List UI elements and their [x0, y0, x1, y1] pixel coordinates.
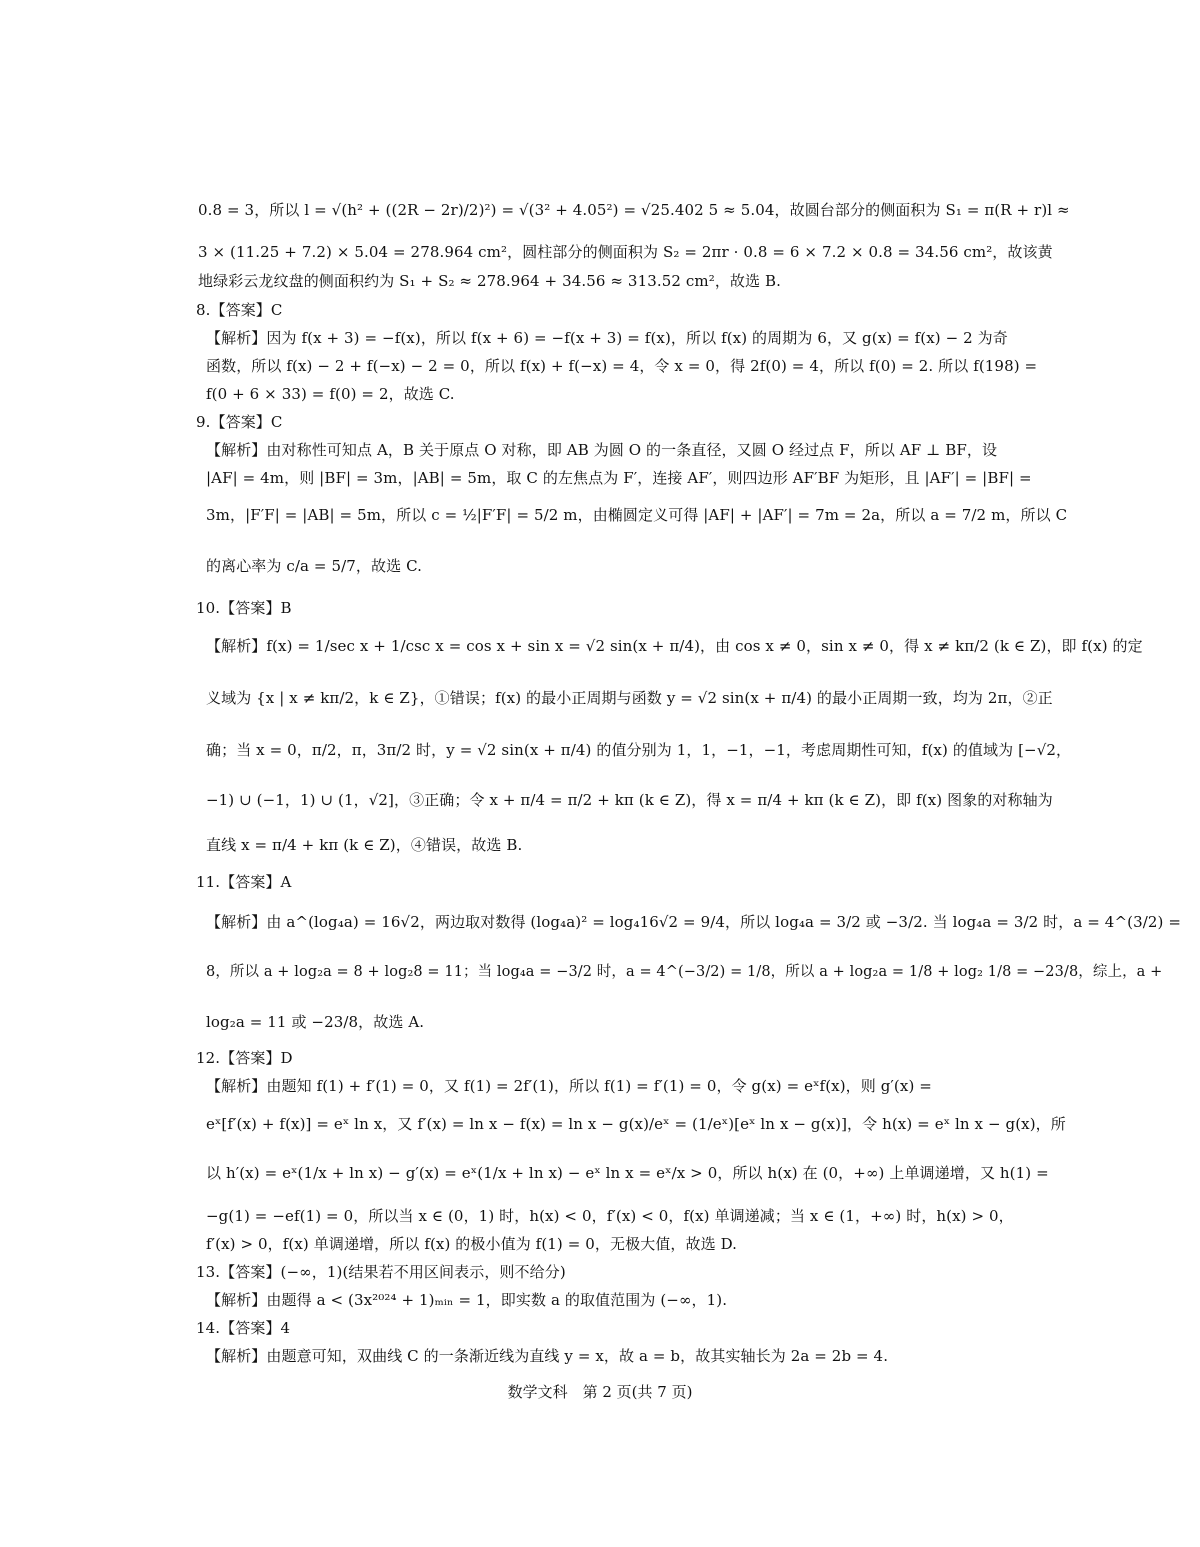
answer-heading: 9.【答案】C	[196, 413, 283, 431]
answer-heading: 13.【答案】(−∞，1)(结果若不用区间表示，则不给分)	[196, 1263, 566, 1281]
text-line: 的离心率为 c/a = 5/7，故选 C.	[206, 557, 422, 575]
text-line: 0.8 = 3，所以 l = √(h² + ((2R − 2r)/2)²) = √(3² + 4.05²) = √25.402 5 ≈ 5.04，故圆台部分的侧面积为 S₁ = π(R + r)l ≈	[198, 201, 1070, 219]
explanation-line: 【解析】由题意可知，双曲线 C 的一条渐近线为直线 y = x，故 a = b，故其实轴长为 2a = 2b = 4.	[206, 1347, 889, 1365]
text-line: 8，所以 a + log₂a = 8 + log₂8 = 11；当 log₄a = −3/2 时，a = 4^(−3/2) = 1/8，所以 a + log₂a = 1/8 + log₂ 1/8 = −23/8，综上，a +	[206, 964, 1163, 980]
text-line: f′(x) > 0，f(x) 单调递增，所以 f(x) 的极小值为 f(1) = 0，无极大值，故选 D.	[206, 1235, 738, 1253]
answer-heading: 10.【答案】B	[196, 599, 292, 617]
text-line: 义域为 {x | x ≠ kπ/2，k ∈ Z}，①错误；f(x) 的最小正周期与函数 y = √2 sin(x + π/4) 的最小正周期一致，均为 2π，②正	[206, 689, 1053, 707]
text-line: −g(1) = −ef(1) = 0，所以当 x ∈ (0，1) 时，h(x) < 0，f′(x) < 0，f(x) 单调递减；当 x ∈ (1，+∞) 时，h(x) > 0，	[206, 1207, 1014, 1225]
explanation-line: 【解析】由 a^(log₄a) = 16√2，两边取对数得 (log₄a)² = log₄16√2 = 9/4，所以 log₄a = 3/2 或 −3/2. 当 log₄a = 3/2 时，a = 4^(3/2) =	[206, 913, 1182, 931]
answer-heading: 11.【答案】A	[196, 873, 292, 891]
explanation-line: 【解析】f(x) = 1/sec x + 1/csc x = cos x + sin x = √2 sin(x + π/4)，由 cos x ≠ 0，sin x ≠ 0，得 x ≠ kπ/2 (k ∈ Z)，即 f(x) 的定	[206, 637, 1143, 655]
explanation-line: 【解析】因为 f(x + 3) = −f(x)，所以 f(x + 6) = −f(x + 3) = f(x)，所以 f(x) 的周期为 6，又 g(x) = f(x) − 2 为奇	[206, 329, 1008, 347]
text-line: 直线 x = π/4 + kπ (k ∈ Z)，④错误，故选 B.	[206, 836, 523, 854]
text-line: 确；当 x = 0，π/2，π，3π/2 时，y = √2 sin(x + π/4) 的值分别为 1，1，−1，−1，考虑周期性可知，f(x) 的值域为 [−√2，	[206, 741, 1072, 759]
text-line: 3m，|F′F| = |AB| = 5m，所以 c = ½|F′F| = 5/2 m，由椭圆定义可得 |AF| + |AF′| = 7m = 2a，所以 a = 7/2 m，所以 C	[206, 506, 1068, 524]
text-line: eˣ[f′(x) + f(x)] = eˣ ln x，又 f′(x) = ln x − f(x) = ln x − g(x)/eˣ = (1/eˣ)[eˣ ln x − g(x)]，令 h(x) = eˣ ln x − g(x)，所	[206, 1115, 1066, 1133]
answer-heading: 12.【答案】D	[196, 1049, 293, 1067]
text-line: 函数，所以 f(x) − 2 + f(−x) − 2 = 0，所以 f(x) + f(−x) = 4，令 x = 0，得 2f(0) = 4，所以 f(0) = 2. 所以 f(198) =	[206, 357, 1038, 375]
explanation-line: 【解析】由题得 a < (3x²⁰²⁴ + 1)ₘᵢₙ = 1，即实数 a 的取值范围为 (−∞，1).	[206, 1291, 728, 1309]
answer-heading: 14.【答案】4	[196, 1319, 291, 1337]
text-line: −1) ∪ (−1，1) ∪ (1，√2]，③正确；令 x + π/4 = π/2 + kπ (k ∈ Z)，得 x = π/4 + kπ (k ∈ Z)，即 f(x) 图象的对称轴为	[206, 791, 1053, 809]
text-line: log₂a = 11 或 −23/8，故选 A.	[206, 1013, 425, 1031]
explanation-line: 【解析】由对称性可知点 A，B 关于原点 O 对称，即 AB 为圆 O 的一条直径，又圆 O 经过点 F，所以 AF ⊥ BF，设	[206, 441, 998, 459]
text-line: 地绿彩云龙纹盘的侧面积约为 S₁ + S₂ ≈ 278.964 + 34.56 ≈ 313.52 cm²，故选 B.	[198, 272, 781, 290]
answer-heading: 8.【答案】C	[196, 301, 283, 319]
text-line: 3 × (11.25 + 7.2) × 5.04 = 278.964 cm²，圆柱部分的侧面积为 S₂ = 2πr · 0.8 = 6 × 7.2 × 0.8 = 34.56 cm²，故该黄	[198, 243, 1053, 261]
page-footer: 数学文科 第 2 页(共 7 页)	[507, 1383, 693, 1401]
text-line: |AF| = 4m，则 |BF| = 3m，|AB| = 5m，取 C 的左焦点为 F′，连接 AF′，则四边形 AF′BF 为矩形，且 |AF′| = |BF| =	[206, 469, 1032, 487]
text-line: 以 h′(x) = eˣ(1/x + ln x) − g′(x) = eˣ(1/x + ln x) − eˣ ln x = eˣ/x > 0，所以 h(x) 在 (0，+∞) 上单调递增，又 h(1) =	[206, 1164, 1049, 1182]
text-line: f(0 + 6 × 33) = f(0) = 2，故选 C.	[206, 385, 455, 403]
explanation-line: 【解析】由题知 f(1) + f′(1) = 0，又 f(1) = 2f′(1)，所以 f(1) = f′(1) = 0，令 g(x) = eˣf(x)，则 g′(x) =	[206, 1077, 932, 1095]
